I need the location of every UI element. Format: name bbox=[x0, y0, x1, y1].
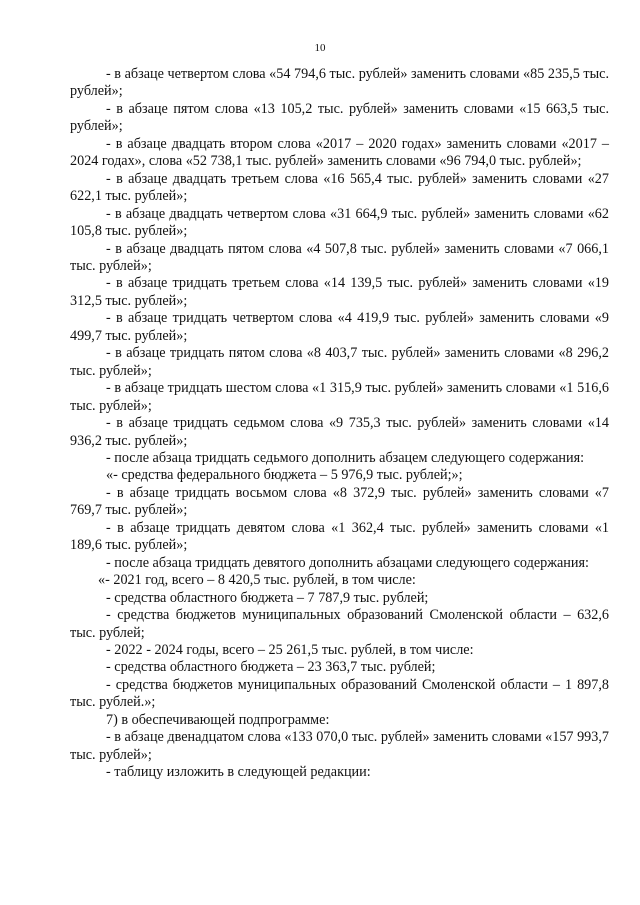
paragraph: - после абзаца тридцать девятого дополнить абзацами следующего содержания: bbox=[106, 554, 589, 571]
paragraph: - в абзаце двадцать пятом слова «4 507,8 тыс. рублей» заменить словами «7 066,1 тыс. рублей»; bbox=[70, 240, 609, 274]
paragraph: - 2022 - 2024 годы, всего – 25 261,5 тыс. рублей, в том числе: bbox=[106, 641, 474, 658]
paragraph: - средства бюджетов муниципальных образований Смоленской области – 632,6 тыс. рублей; bbox=[70, 607, 609, 641]
paragraph: - после абзаца тридцать седьмого дополнить абзацем следующего содержания: bbox=[106, 449, 585, 466]
document-body bbox=[70, 66, 609, 782]
paragraph: - в абзаце тридцать восьмом слова «8 372,9 тыс. рублей» заменить словами «7 769,7 тыс. рублей»; bbox=[70, 484, 609, 519]
paragraph: - в абзаце тридцать третьем слова «14 139,5 тыс. рублей» заменить словами «19 312,5 тыс. рублей»; bbox=[70, 275, 609, 309]
paragraph: - в абзаце двадцать третьем слова «16 565,4 тыс. рублей» заменить словами «27 622,1 тыс. рублей»; bbox=[70, 170, 609, 205]
paragraph: - средства областного бюджета – 23 363,7 тыс. рублей; bbox=[106, 659, 436, 676]
paragraph: - в абзаце тридцать девятом слова «1 362,4 тыс. рублей» заменить словами «1 189,6 тыс. рублей»; bbox=[70, 519, 609, 554]
paragraph: - в абзаце тридцать седьмом слова «9 735,3 тыс. рублей» заменить словами «14 936,2 тыс. рублей»; bbox=[70, 415, 609, 449]
paragraph: - в абзаце двадцать втором слова «2017 – 2020 годах» заменить словами «2017 – 2024 годах», слова «52 738,1 тыс. рублей» заменить словами «96 794,0 тыс. рублей»; bbox=[70, 135, 609, 170]
paragraph: - в абзаце тридцать пятом слова «8 403,7 тыс. рублей» заменить словами «8 296,2 тыс. рублей»; bbox=[70, 345, 609, 379]
paragraph: - в абзаце четвертом слова «54 794,6 тыс. рублей» заменить словами «85 235,5 тыс. рублей»; bbox=[70, 66, 609, 100]
paragraph: - средства областного бюджета – 7 787,9 тыс. рублей; bbox=[106, 589, 429, 606]
paragraph: 7) в обеспечивающей подпрограмме: bbox=[106, 711, 330, 728]
paragraph: - в абзаце тридцать шестом слова «1 315,9 тыс. рублей» заменить словами «1 516,6 тыс. рублей»; bbox=[70, 380, 609, 414]
paragraph: - в абзаце пятом слова «13 105,2 тыс. рублей» заменить словами «15 663,5 тыс. рублей»; bbox=[70, 100, 609, 135]
paragraph: - в абзаце тридцать четвертом слова «4 419,9 тыс. рублей» заменить словами «9 499,7 тыс. рублей»; bbox=[70, 310, 609, 344]
paragraph: - средства бюджетов муниципальных образований Смоленской области – 1 897,8 тыс. рублей.»; bbox=[70, 676, 609, 711]
paragraph: - в абзаце двадцать четвертом слова «31 664,9 тыс. рублей» заменить словами «62 105,8 тыс. рублей»; bbox=[70, 205, 609, 240]
paragraph: - в абзаце двенадцатом слова «133 070,0 тыс. рублей» заменить словами «157 993,7 тыс. рублей»; bbox=[70, 729, 609, 763]
page-number: 10 bbox=[314, 42, 326, 54]
paragraph: - таблицу изложить в следующей редакции: bbox=[106, 764, 371, 781]
paragraph: «- 2021 год, всего – 8 420,5 тыс. рублей, в том числе: bbox=[98, 572, 416, 589]
paragraph: «- средства федерального бюджета – 5 976,9 тыс. рублей;»; bbox=[106, 467, 463, 484]
